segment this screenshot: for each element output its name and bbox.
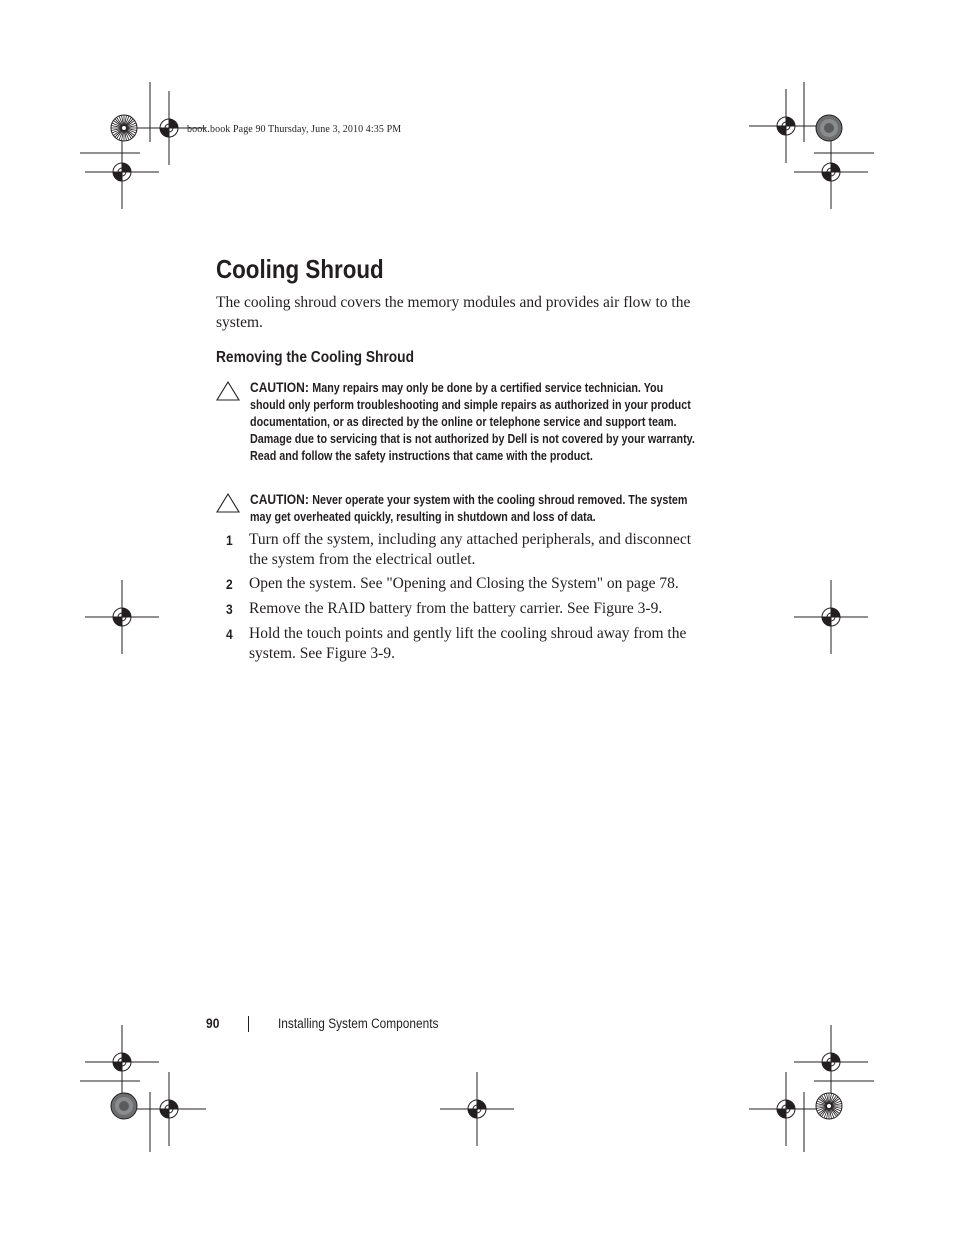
caution-note [216, 379, 706, 489]
step-text: Open the system. See "Opening and Closing the System" on page 78. [249, 575, 679, 592]
page-title: Cooling Shroud [216, 254, 384, 284]
color-target-icon [111, 115, 137, 141]
registration-mark-icon [794, 580, 868, 654]
step-number: 2 [226, 576, 233, 592]
page-number: 90 [206, 1015, 220, 1031]
registration-mark-icon [440, 1072, 514, 1146]
caution-triangle-icon [216, 493, 240, 513]
registration-mark-icon [749, 1072, 823, 1146]
caution-body: Never operate your system with the cooling shroud removed. The system may get overheated quickly, resulting in shutdown and loss of data. [250, 493, 688, 524]
registration-mark-icon [85, 580, 159, 654]
step-number: 4 [226, 626, 233, 642]
step-text: Turn off the system, including any attached peripherals, and disconnect the system from the electrical outlet. [249, 531, 692, 568]
step-number: 1 [226, 532, 233, 548]
caution-label: CAUTION: [250, 379, 309, 395]
registration-mark-icon [85, 1025, 159, 1099]
registration-mark-icon [794, 135, 868, 209]
caution-text [250, 379, 697, 465]
registration-mark-icon [132, 1072, 206, 1146]
color-target-icon [816, 115, 842, 141]
registration-mark-icon [749, 89, 823, 163]
chapter-title: Installing System Components [278, 1016, 439, 1031]
footer-divider [248, 1016, 249, 1032]
color-target-icon [111, 1093, 137, 1119]
registration-mark-icon [794, 1025, 868, 1099]
section-heading: Removing the Cooling Shroud [216, 349, 414, 366]
color-target-icon [816, 1093, 842, 1119]
step-text: Remove the RAID battery from the battery carrier. See Figure 3-9. [249, 600, 663, 617]
registration-mark-icon [85, 135, 159, 209]
caution-label: CAUTION: [250, 491, 309, 507]
intro-paragraph: The cooling shroud covers the memory modules and provides air flow to the system. [216, 294, 691, 331]
caution-note [216, 491, 706, 531]
step-text: Hold the touch points and gently lift the cooling shroud away from the system. See Figure 3-9. [249, 625, 687, 662]
step-number: 3 [226, 601, 233, 617]
caution-text [250, 491, 697, 526]
caution-body: Many repairs may only be done by a certified service technician. You should only perform troubleshooting and simple repairs as authorized in your product documentation, or as directed by the online or telephone service and support team. Damage due to servicing that is not authorized by Dell is not covered by your warranty. Read and follow the safety instructions that came with the product. [250, 381, 695, 463]
caution-triangle-icon [216, 381, 240, 401]
print-header: book.book Page 90 Thursday, June 3, 2010 4:35 PM [187, 124, 402, 135]
